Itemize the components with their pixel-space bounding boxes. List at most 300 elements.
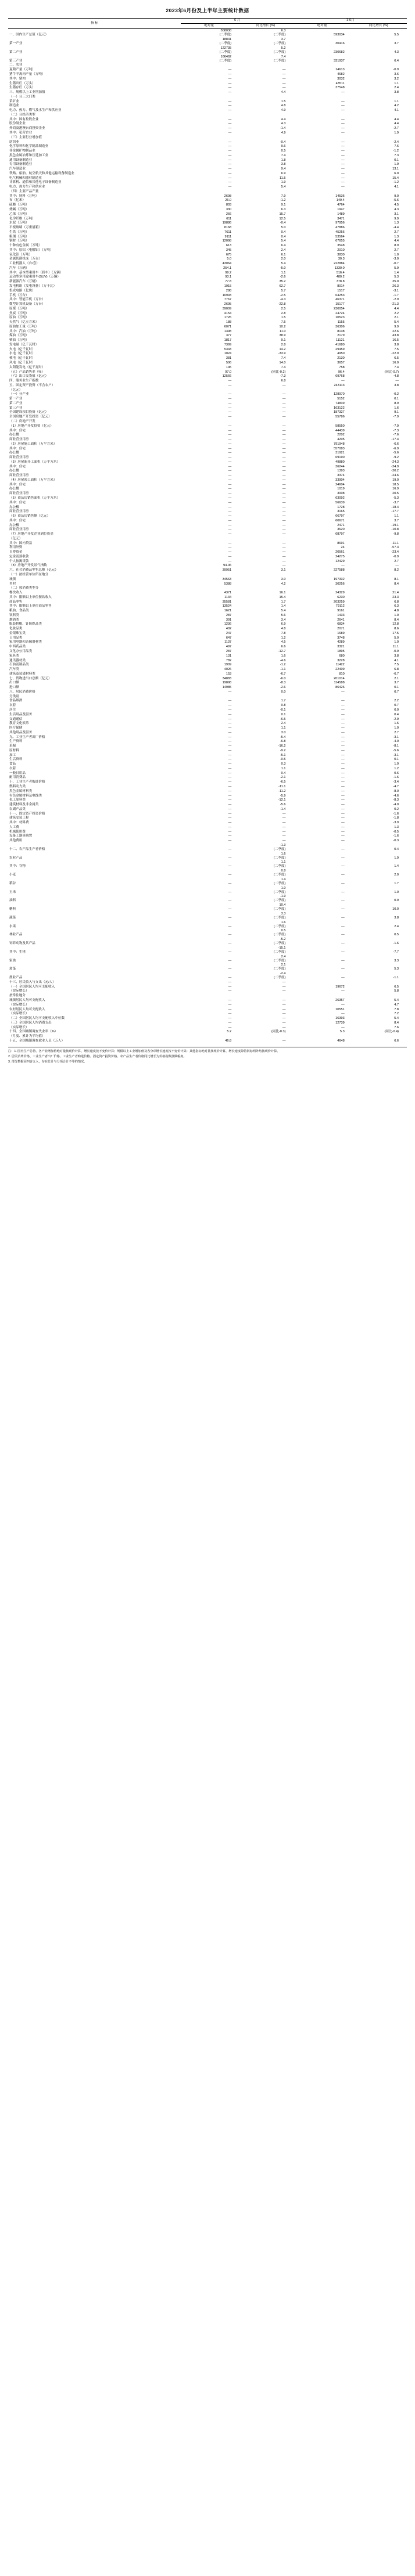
cell-half-abs: 1895 bbox=[337, 650, 345, 654]
cell-june-yoy: — bbox=[282, 392, 286, 397]
cell-indicator: 原煤（万吨） bbox=[9, 307, 29, 311]
cell-half-yoy: -1.1 bbox=[393, 976, 399, 980]
cell-june-yoy bbox=[237, 95, 294, 99]
table-row bbox=[8, 860, 407, 869]
cell-june-yoy: -12.1 bbox=[278, 798, 286, 802]
cell-indicator: （一）按经营单位所在地分 bbox=[9, 573, 49, 577]
cell-indicator: 其中：限额以上单位商品零售 bbox=[9, 604, 52, 608]
cell-indicator: 原油加工量（万吨） bbox=[9, 325, 39, 329]
table-row bbox=[8, 735, 407, 740]
cell-half-yoy: -0.2 bbox=[393, 392, 399, 397]
cell-half-abs: 44439 bbox=[335, 428, 345, 433]
cell-june-yoy: 10.4 (二季度) bbox=[273, 903, 286, 911]
cell-half-yoy: -1.2 bbox=[393, 181, 399, 185]
cell-june-abs: 1621 bbox=[224, 609, 232, 613]
cell-indicator: 粗钢（万吨） bbox=[9, 235, 29, 239]
cell-indicator: 生活资料 bbox=[9, 758, 23, 762]
cell-indicator: 自筹资金 bbox=[9, 550, 23, 554]
cell-june-yoy: 0.3 bbox=[281, 762, 286, 766]
cell-half-yoy bbox=[350, 1035, 407, 1039]
cell-june-abs: — bbox=[228, 758, 232, 762]
cell-half-abs: 3471 bbox=[337, 217, 345, 221]
cell-half-yoy: -3.1 bbox=[393, 753, 399, 757]
cell-half-yoy: 1.0 bbox=[394, 726, 399, 730]
cell-indicator: 平板玻璃（万重量箱） bbox=[9, 226, 42, 230]
cell-indicator: （三）全国居民人均消费支出 bbox=[9, 1021, 52, 1025]
cell-indicator: 通用设备制造业 bbox=[9, 158, 33, 162]
cell-half-yoy: 4.8 bbox=[394, 609, 399, 613]
table-row bbox=[8, 994, 407, 999]
cell-half-yoy: -5.6 bbox=[393, 451, 399, 455]
cell-half-abs: 3032 bbox=[337, 77, 345, 81]
table-row bbox=[8, 886, 407, 895]
cell-june-yoy: -1.4 bbox=[280, 127, 286, 131]
cell-june-yoy: — bbox=[282, 532, 286, 536]
cell-half-abs: 758 bbox=[339, 365, 345, 369]
cell-half-abs: 2202 bbox=[337, 433, 345, 437]
cell-indicator: 钢材（万吨） bbox=[9, 239, 29, 243]
cell-june-abs: 4154 bbox=[224, 311, 232, 315]
cell-half-abs: 331937 bbox=[334, 59, 345, 63]
cell-indicator: 按常住地分 bbox=[9, 994, 26, 998]
cell-june-abs: 266 bbox=[226, 212, 232, 216]
table-row bbox=[8, 586, 407, 591]
cell-indicator: 电力、热力生产和供应业 bbox=[9, 185, 45, 189]
cell-half-yoy: -0.7 bbox=[393, 262, 399, 266]
table-row bbox=[8, 807, 407, 812]
cell-half-abs: — bbox=[341, 890, 345, 894]
cell-indicator: 医疗保健 bbox=[9, 726, 23, 730]
cell-indicator: 设备工器具购置 bbox=[9, 834, 33, 838]
cell-indicator: 农业产品 bbox=[9, 856, 23, 860]
table-row bbox=[8, 171, 407, 176]
cell-half-abs: — bbox=[341, 881, 345, 885]
table-row bbox=[8, 528, 407, 532]
cell-june-yoy: 6.1 bbox=[281, 253, 286, 257]
cell-half-yoy: -3.1 bbox=[393, 289, 399, 293]
table-row bbox=[8, 595, 407, 600]
cell-june-yoy: 4.8 bbox=[281, 627, 286, 631]
cell-half-yoy: 1.6 bbox=[394, 406, 399, 410]
cell-june-abs: 5343 bbox=[224, 347, 232, 351]
cell-half-yoy: 4.5 bbox=[394, 203, 399, 207]
cell-half-yoy: 2.7 bbox=[394, 230, 399, 234]
cell-june-abs: 377 bbox=[226, 334, 232, 338]
cell-june-yoy: — bbox=[282, 1007, 286, 1011]
cell-indicator: 通讯器材类 bbox=[9, 658, 26, 662]
cell-june-yoy: -9.2 bbox=[280, 748, 286, 752]
cell-half-yoy: 1.1 bbox=[394, 81, 399, 85]
cell-june-yoy: 3.0 bbox=[281, 577, 286, 581]
cell-half-abs: 22409 bbox=[335, 668, 345, 672]
cell-june-yoy: 1.5 bbox=[281, 99, 286, 103]
table-row bbox=[8, 632, 407, 636]
cell-indicator: 集成电路（亿块） bbox=[9, 289, 35, 293]
table-row bbox=[8, 77, 407, 81]
cell-june-abs: — bbox=[228, 856, 232, 860]
cell-june-abs: — bbox=[228, 86, 232, 90]
cell-half-yoy: 1.9 bbox=[394, 163, 399, 167]
table-row bbox=[8, 686, 407, 690]
cell-june-yoy: 12.5 bbox=[279, 217, 286, 221]
cell-june-abs: 7399 bbox=[224, 343, 232, 347]
cell-half-abs: — bbox=[341, 109, 345, 113]
cell-indicator: 农副产品类 bbox=[9, 807, 26, 811]
cell-half-yoy: 3.6 bbox=[394, 73, 399, 77]
cell-june-abs: — bbox=[228, 442, 232, 446]
cell-june-abs: — bbox=[228, 500, 232, 505]
cell-half-yoy: 3.8 bbox=[394, 383, 399, 387]
cell-indicator: 其中：住宅 bbox=[9, 428, 26, 433]
cell-half-yoy: 6.8 bbox=[394, 600, 399, 604]
cell-june-yoy: 0.8 (二季度) bbox=[273, 869, 286, 877]
cell-indicator: 农村居民人均可支配收入 bbox=[9, 1007, 45, 1011]
table-row bbox=[8, 311, 407, 316]
cell-half-yoy: -7.7 bbox=[393, 950, 399, 954]
cell-half-abs: 4289 bbox=[337, 640, 345, 644]
cell-june-yoy bbox=[237, 573, 294, 578]
cell-june-abs: 93.1 bbox=[225, 275, 232, 279]
cell-june-abs: 46.8 bbox=[225, 1039, 232, 1043]
table-row bbox=[8, 374, 407, 379]
table-row bbox=[8, 920, 407, 929]
cell-indicator: 渔业产品 bbox=[9, 976, 23, 980]
table-row bbox=[8, 712, 407, 717]
cell-half-abs: 2179 bbox=[337, 334, 345, 338]
cell-june-abs: — bbox=[228, 907, 232, 911]
cell-indicator: 黑色金属冶炼和压延加工业 bbox=[9, 153, 49, 157]
cell-half-yoy: 7.3 bbox=[394, 153, 399, 157]
cell-indicator: （亿元） bbox=[9, 388, 23, 392]
cell-half-abs: 53564 bbox=[335, 235, 345, 239]
cell-june-abs: — bbox=[228, 789, 232, 793]
cell-june-abs: 1024 bbox=[224, 352, 232, 356]
cell-june-yoy: 2.4 bbox=[281, 248, 286, 252]
table-row bbox=[8, 293, 407, 298]
cell-half-abs: — bbox=[341, 704, 345, 708]
cell-indicator: 一般日用品 bbox=[9, 771, 26, 775]
table-row bbox=[8, 640, 407, 645]
cell-indicator: 其中：私营企业 bbox=[9, 131, 33, 135]
cell-half-yoy: 1.4 bbox=[394, 271, 399, 275]
cell-half-abs: 593034 bbox=[334, 33, 345, 37]
table-row bbox=[8, 694, 407, 699]
cell-june-yoy: 3.8 bbox=[281, 163, 286, 167]
cell-june-abs: — bbox=[228, 807, 232, 811]
cell-half-yoy: 1.9 bbox=[394, 131, 399, 135]
table-row bbox=[8, 487, 407, 492]
cell-june-yoy: 11.5 bbox=[279, 176, 286, 180]
cell-june-yoy: 3.0 bbox=[281, 730, 286, 734]
cell-half-yoy: -8.0 bbox=[393, 789, 399, 793]
cell-half-yoy: 3.8 bbox=[394, 654, 399, 658]
cell-june-yoy: 2.0 bbox=[281, 257, 286, 261]
cell-june-abs: 1817 bbox=[224, 338, 232, 343]
cell-june-abs: 391 bbox=[226, 618, 232, 622]
cell-june-yoy: 4.4 bbox=[281, 91, 286, 95]
cell-half-abs: 36306 bbox=[335, 325, 345, 329]
cell-june-abs: — bbox=[228, 717, 232, 721]
cell-june-abs: — bbox=[228, 163, 232, 167]
cell-indicator: 发电量（亿千瓦时） bbox=[9, 343, 39, 347]
table-row bbox=[8, 46, 407, 55]
cell-june-yoy: — bbox=[282, 564, 286, 568]
cell-june-yoy: — bbox=[282, 546, 286, 550]
cell-half-yoy: -7.9 bbox=[393, 424, 399, 428]
cell-indicator: 工业机器人（台/套） bbox=[9, 262, 40, 266]
cell-half-abs: — bbox=[341, 722, 345, 726]
cell-half-yoy: 35.0 bbox=[392, 280, 399, 284]
cell-half-yoy: 1.7 bbox=[394, 881, 399, 885]
table-row bbox=[8, 1035, 407, 1039]
table-row bbox=[8, 212, 407, 217]
cell-indicator: 原油（万吨） bbox=[9, 316, 29, 320]
table-row bbox=[8, 946, 407, 955]
cell-indicator: 水果 bbox=[9, 924, 16, 928]
cell-indicator: 商业营业用房 bbox=[9, 528, 29, 532]
table-row bbox=[8, 217, 407, 221]
cell-june-abs: — bbox=[228, 415, 232, 419]
cell-june-abs: — bbox=[228, 771, 232, 775]
cell-indicator: 纺织业 bbox=[9, 140, 19, 144]
cell-half-yoy: 3.7 bbox=[394, 518, 399, 523]
cell-half-abs: 3228 bbox=[337, 658, 345, 662]
cell-june-yoy: 7.5 bbox=[281, 320, 286, 325]
cell-june-abs: — bbox=[228, 748, 232, 752]
cell-june-yoy: -0.5 bbox=[280, 758, 286, 762]
cell-half-yoy: 3.8 bbox=[394, 91, 399, 95]
cell-half-yoy: 5.8 bbox=[394, 989, 399, 993]
cell-june-yoy: 6.3 (二季度) bbox=[273, 29, 286, 37]
cell-june-yoy: -11.1 bbox=[278, 784, 286, 788]
cell-indicator: 外商及港澳台商投资企业 bbox=[9, 127, 45, 131]
cell-half-abs bbox=[294, 536, 350, 541]
table-row bbox=[8, 878, 407, 887]
cell-june-abs: — bbox=[228, 847, 232, 851]
cell-june-abs: — bbox=[228, 1025, 232, 1029]
cell-half-yoy: 6.5 bbox=[394, 985, 399, 989]
cell-half-yoy: -7.3 bbox=[393, 428, 399, 433]
cell-half-abs: 79112 bbox=[335, 604, 345, 608]
cell-june-yoy: — bbox=[282, 1012, 286, 1016]
cell-june-yoy: 1.6 (二季度) bbox=[273, 920, 286, 928]
table-row bbox=[8, 397, 407, 402]
cell-indicator: （5）商品房销售面积（万平方米） bbox=[9, 496, 60, 500]
cell-indicator: （3）房屋新开工面积（万平方米） bbox=[9, 460, 60, 464]
cell-indicator: 六、社会消费品零售总额（亿元） bbox=[9, 568, 58, 572]
table-row bbox=[8, 55, 407, 63]
cell-half-yoy: 6.0 bbox=[394, 171, 399, 175]
cell-indicator: 食品烟酒 bbox=[9, 699, 23, 703]
table-row bbox=[8, 81, 407, 86]
cell-indicator: 机械使用费 bbox=[9, 830, 26, 834]
cell-indicator: 其中：住宅 bbox=[9, 446, 26, 451]
cell-indicator: 家禽 bbox=[9, 959, 16, 963]
cell-june-yoy: -6.5 bbox=[280, 780, 286, 784]
cell-half-yoy: -4.0 bbox=[393, 803, 399, 807]
cell-indicator: 火电（亿千瓦时） bbox=[9, 347, 35, 351]
cell-june-yoy: — bbox=[282, 456, 286, 460]
cell-june-yoy: -5.2 (二季度) bbox=[273, 938, 286, 946]
cell-half-yoy: 1.0 bbox=[394, 253, 399, 257]
cell-june-yoy: 4.9 bbox=[281, 109, 286, 113]
cell-half-abs: 680 bbox=[339, 654, 345, 658]
cell-half-abs: 24604 bbox=[335, 482, 345, 487]
cell-indicator: 夏粮产量（万吨） bbox=[9, 68, 35, 72]
cell-june-yoy: — bbox=[282, 514, 286, 518]
table-row bbox=[8, 1007, 407, 1012]
cell-june-abs: — bbox=[228, 839, 232, 843]
table-row bbox=[8, 668, 407, 672]
cell-indicator: （一）分三大门类 bbox=[9, 95, 35, 99]
table-row bbox=[8, 221, 407, 226]
cell-june-abs: — bbox=[228, 474, 232, 478]
cell-half-abs: — bbox=[341, 740, 345, 744]
cell-june-yoy: 7.8 bbox=[281, 631, 286, 635]
cell-half-abs: 1019 bbox=[337, 487, 345, 491]
table-row bbox=[8, 830, 407, 834]
cell-june-abs: — bbox=[228, 68, 232, 72]
note-line: 注：1. 国内生产总值、各产业增加值绝对量按现价计算，增长速度按不变价计算；规模以上工业增加值及各分项增长速度按不变价计算；其他指标绝对量按现价计算，增长速度除特别标明外均按现价计算。 bbox=[8, 1050, 280, 1054]
cell-half-abs: 69768 bbox=[335, 374, 345, 379]
cell-half-yoy: 4.1 bbox=[394, 185, 399, 189]
cell-june-yoy: 14.2 bbox=[279, 347, 286, 351]
table-row bbox=[8, 244, 407, 248]
table-row bbox=[8, 127, 407, 131]
cell-half-yoy: -0.9 bbox=[393, 650, 399, 654]
table-row bbox=[8, 972, 407, 981]
table-row bbox=[8, 767, 407, 772]
cell-half-yoy: 3.3 bbox=[394, 959, 399, 963]
cell-indicator: 乙烯（万吨） bbox=[9, 212, 29, 216]
cell-june-yoy: 9.6 bbox=[281, 145, 286, 149]
table-row bbox=[8, 388, 407, 392]
cell-half-yoy: -5.3 bbox=[393, 496, 399, 500]
cell-half-abs: — bbox=[341, 181, 345, 185]
cell-half-abs: 30.3 bbox=[338, 257, 345, 261]
cell-half-yoy: 16.0 bbox=[392, 361, 399, 365]
cell-june-abs: 1909 bbox=[224, 663, 232, 667]
cell-june-yoy bbox=[237, 113, 294, 118]
cell-indicator: （实际增长） bbox=[9, 1003, 29, 1007]
cell-june-yoy: — bbox=[282, 554, 286, 559]
cell-june-abs: 287 bbox=[226, 613, 232, 617]
cell-indicator: 衣着 bbox=[9, 766, 16, 770]
cell-half-abs: — bbox=[341, 856, 345, 860]
cell-half-yoy: 16.9 bbox=[392, 487, 399, 491]
cell-half-abs: 2071 bbox=[337, 627, 345, 631]
cell-indicator: 黑色金属材料类 bbox=[9, 789, 33, 793]
cell-june-abs: 497 bbox=[226, 645, 232, 649]
table-row bbox=[8, 821, 407, 826]
cell-indicator: 办公楼 bbox=[9, 433, 19, 437]
cell-half-abs: — bbox=[341, 730, 345, 734]
cell-half-yoy: -1.6 bbox=[393, 812, 399, 816]
table-row bbox=[8, 744, 407, 749]
cell-indicator: 八、居民消费价格 bbox=[9, 690, 35, 694]
cell-half-abs: — bbox=[341, 780, 345, 784]
cell-half-abs: — bbox=[341, 149, 345, 153]
cell-half-yoy: -4.6 bbox=[393, 794, 399, 798]
cell-half-abs: 11422 bbox=[335, 663, 345, 667]
cell-half-abs: 63092 bbox=[335, 496, 345, 500]
cell-june-yoy: — bbox=[282, 410, 286, 415]
table-row bbox=[8, 903, 407, 912]
table-row bbox=[8, 91, 407, 95]
cell-june-yoy: -4.6 bbox=[280, 658, 286, 662]
cell-june-abs: 13524 bbox=[222, 604, 232, 608]
cell-june-yoy: -6.5 bbox=[280, 717, 286, 721]
cell-june-abs: — bbox=[228, 464, 232, 469]
cell-half-yoy: 4.1 bbox=[394, 109, 399, 113]
cell-june-yoy: -1.9 (二季度) bbox=[273, 895, 286, 903]
cell-half-yoy: — bbox=[395, 379, 399, 383]
cell-half-abs: 67655 bbox=[335, 239, 345, 243]
table-row bbox=[8, 954, 407, 963]
cell-june-abs: — bbox=[228, 149, 232, 153]
table-row bbox=[8, 1012, 407, 1017]
cell-june-abs: — bbox=[228, 518, 232, 523]
cell-half-yoy: 5.3 bbox=[394, 275, 399, 279]
table-row bbox=[8, 690, 407, 695]
cell-half-yoy: 0.1 bbox=[394, 397, 399, 401]
table-row bbox=[8, 758, 407, 762]
cell-june-abs: — bbox=[228, 478, 232, 482]
cell-june-abs: 647 bbox=[226, 636, 232, 640]
table-row bbox=[8, 740, 407, 744]
cell-half-yoy: 2.1 bbox=[394, 316, 399, 320]
cell-june-yoy: 11.0 bbox=[279, 329, 286, 333]
cell-june-yoy: 4.4 bbox=[281, 117, 286, 121]
cell-june-abs: 131 bbox=[226, 654, 232, 658]
table-row bbox=[8, 469, 407, 474]
cell-half-abs: 3165 bbox=[337, 510, 345, 514]
cell-half-yoy: 1.4 bbox=[394, 864, 399, 869]
table-row bbox=[8, 135, 407, 140]
cell-half-abs: 97956 bbox=[335, 221, 345, 225]
cell-half-abs: 11121 bbox=[335, 338, 345, 343]
table-row bbox=[8, 681, 407, 686]
cell-june-yoy: — bbox=[282, 816, 286, 820]
cell-half-yoy: 8.9 bbox=[394, 401, 399, 405]
cell-half-yoy: 9.9 bbox=[394, 217, 399, 221]
cell-june-yoy: -5.9 bbox=[280, 794, 286, 798]
cell-half-abs: — bbox=[341, 145, 345, 149]
table-row bbox=[8, 839, 407, 844]
cell-indicator: 十四、全国城镇调查失业率（%） bbox=[9, 1030, 58, 1034]
cell-half-yoy: 43.8 bbox=[392, 334, 399, 338]
cell-indicator: 第三产业 bbox=[9, 406, 23, 410]
cell-june-abs: — bbox=[228, 171, 232, 175]
cell-indicator: 其中：国内贷款 bbox=[9, 541, 33, 545]
cell-june-yoy: 1.2 bbox=[281, 636, 286, 640]
table-row bbox=[8, 370, 407, 374]
cell-half-abs: — bbox=[341, 967, 345, 971]
cell-june-yoy: 2.4 bbox=[281, 722, 286, 726]
cell-half-abs: — bbox=[341, 776, 345, 780]
cell-june-yoy: — bbox=[282, 428, 286, 433]
table-row bbox=[8, 577, 407, 582]
cell-half-yoy: 7.2 bbox=[394, 1012, 399, 1016]
cell-june-abs: — bbox=[228, 81, 232, 85]
cell-june-abs: — bbox=[228, 959, 232, 963]
cell-june-yoy: 0.5 (二季度) bbox=[273, 929, 286, 937]
cell-half-abs: 2471 bbox=[337, 523, 345, 527]
cell-indicator: 电力、热力、燃气及水生产和供应业 bbox=[9, 109, 62, 113]
table-row bbox=[8, 235, 407, 239]
cell-half-abs: — bbox=[341, 803, 345, 807]
cell-indicator: （实际增长） bbox=[9, 989, 29, 993]
